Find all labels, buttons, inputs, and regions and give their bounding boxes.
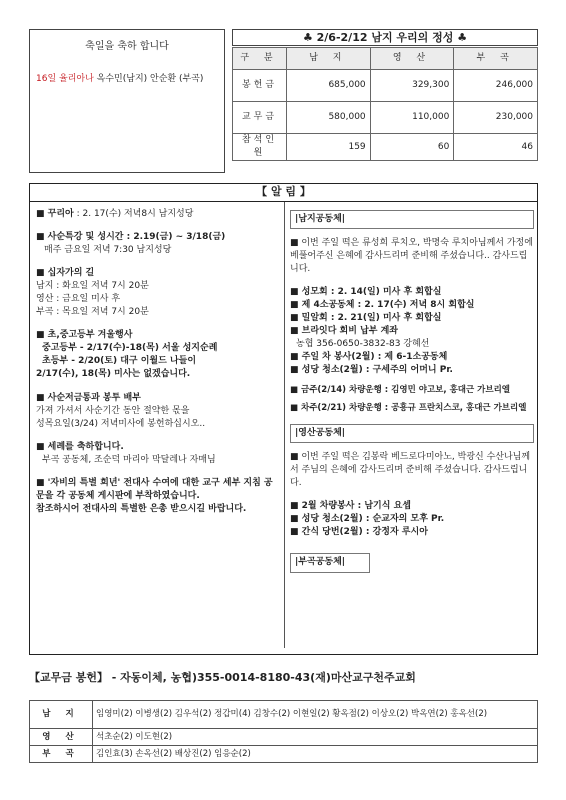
namji-item: ■ 성모회 : 2. 14(일) 미사 후 회합실: [290, 287, 442, 298]
notice-header: 【 알 림 】: [30, 184, 537, 202]
namji-item: 농협 356-0650-3832-83 강혜선: [296, 339, 430, 350]
namji-intro: ■ 이번 주일 떡은 류성희 루치오, 박명숙 루치아님께서 가정에 베풀어주신 은혜에 감사드리며 준비해 주셨습니다.. 감사드립니다.: [290, 238, 533, 275]
notice-item-title: ■ 사순특강 및 성시간 : 2.19(금) ~ 3/18(금): [36, 232, 226, 243]
tithe-bank-info: 【교무금 봉헌】 - 자동이체, 농협)355-0014-8180-43(재)마산교구천주교회: [29, 671, 416, 684]
yeongsan-community-header: |영산공동체|: [290, 424, 534, 443]
namji-items: [290, 286, 534, 414]
offering-col-header: 구 분: [233, 48, 287, 70]
namji-item: ■ 밀알회 : 2. 21(일) 미사 후 회합실: [290, 313, 442, 324]
yeongsan-item: ■ 간식 당번(2월) : 강정자 루시아: [290, 527, 428, 538]
offering-col-header: 영 산: [370, 48, 454, 70]
donor-names: 석초순(2) 이도현(2): [93, 729, 538, 746]
notice-item-line: 초등부 - 2/20(토) 대구 이월드 나들이: [42, 356, 197, 367]
offering-cell: 159: [287, 134, 371, 161]
offering-cell: 110,000: [370, 102, 454, 134]
offering-cell: 246,000: [454, 70, 538, 102]
notice-item-line: 성목요일(3/24) 저녁미사에 봉헌하십시오..: [36, 418, 206, 429]
yeongsan-items: [290, 500, 534, 539]
offering-cell: 329,300: [370, 70, 454, 102]
offering-col-header: 남 지: [287, 48, 371, 70]
notice-item-title: ■ 꾸리아: [36, 209, 74, 219]
notice-item-title: ■ 사순저금통과 봉투 배부: [36, 392, 141, 403]
yeongsan-intro: ■ 이번 주일 떡은 김봉락 베드로다미아노, 박광신 수산나님께서 주님의 은혜에 감사드리며 준비해 주셨습니다. 감사드립니다.: [290, 452, 531, 489]
notice-item-line: 가져 가셔서 사순기간 동안 절약한 몫을: [36, 405, 190, 416]
namji-item: ■ 제 4소공동체 : 2. 17(수) 저녁 8시 회합실: [290, 300, 475, 311]
donor-row-label: 영 산: [30, 729, 93, 746]
notice-item-line: 2/17(수), 18(목) 미사는 없겠습니다.: [36, 369, 191, 380]
namji-item: ■ 성당 청소(2월) : 구세주의 어머니 Pr.: [290, 365, 453, 376]
feast-day-title: 축일을 축하 합니다: [85, 41, 169, 52]
feast-day-body: [36, 73, 218, 87]
offering-row-label: 교무금: [233, 102, 287, 134]
notice-item-title: ■ '자비의 특별 희년' 전대사 수여에 대한 교구 세부 지침 공문을 각 공동체 게시판에 부착하였습니다.: [36, 477, 273, 501]
notice-item: [36, 231, 280, 257]
offering-cell: 46: [454, 134, 538, 161]
notice-item-line: : 2. 17(수) 저녁8시 남지성당: [76, 209, 194, 219]
bugok-community-header: |부곡공동체|: [290, 553, 370, 572]
notice-item-line: 남지 : 화요일 저녁 7시 20분: [36, 281, 149, 292]
notice-item-line: 참조하시어 전대사의 특별한 은총 받으시길 바랍니다.: [36, 503, 247, 514]
offering-row-label: 봉헌금: [233, 70, 287, 102]
offering-grid: [232, 47, 538, 161]
namji-item: ■ 주일 차 봉사(2월) : 제 6-1소공동체: [290, 352, 448, 363]
notice-left-column: [36, 208, 280, 526]
feast-day-date: 16일 율리아나: [36, 73, 94, 84]
donor-table: [29, 700, 538, 763]
offering-col-header: 부 곡: [454, 48, 538, 70]
feast-day-names: 옥수민(남지) 안순환 (부곡): [96, 73, 204, 84]
namji-item: ■ 브라잇다 회비 납부 계좌: [290, 326, 398, 337]
donor-names: 임영미(2) 이병생(2) 김우석(2) 정갑미(4) 김창수(2) 이현일(2) 황옥점(2) 이상오(2) 박옥연(2) 홍옥선(2): [93, 701, 538, 729]
notice-item-line: 중고등부 - 2/17(수)-18(목) 서울 성지순례: [42, 343, 218, 354]
notice-item-line: 매주 금요일 저녁 7:30 남지성당: [44, 245, 172, 256]
notice-item-line: 부곡 공동체, 조순덕 마리아 막달레나 자매님: [42, 454, 216, 465]
notice-item: [36, 392, 280, 431]
donor-row-label: 남 지: [30, 701, 93, 729]
offering-cell: 230,000: [454, 102, 538, 134]
yeongsan-item: ■ 성당 청소(2월) : 순교자의 모후 Pr.: [290, 514, 445, 525]
offering-cell: 685,000: [287, 70, 371, 102]
notice-item: [36, 329, 280, 381]
offering-cell: 580,000: [287, 102, 371, 134]
feast-day-box: [29, 29, 225, 173]
notice-item: [36, 267, 280, 319]
notice-item-title: ■ 초,중고등부 겨울행사: [36, 330, 133, 341]
notice-item-line: 영산 : 금요일 미사 후: [36, 294, 121, 305]
donor-names: 김인효(3) 손옥선(2) 배상진(2) 임응순(2): [93, 746, 538, 763]
offering-title: ♣ 2/6-2/12 남지 우리의 정성 ♣: [232, 29, 538, 46]
column-divider: [284, 202, 285, 648]
namji-item: ■ 차주(2/21) 차량운행 : 공흥규 프란치스코, 홍대근 가브리엘: [290, 402, 527, 413]
offering-row-label: 참석인원: [233, 134, 287, 161]
notice-item: [36, 477, 280, 516]
notice-item: [36, 208, 280, 221]
notice-item: [36, 441, 280, 467]
notice-right-column: [290, 208, 534, 581]
notice-item-title: ■ 십자가의 길: [36, 268, 95, 279]
offering-table: [232, 29, 538, 175]
namji-item: ■ 금주(2/14) 차량운행 : 김영민 야고보, 홍대근 가브리엘: [290, 384, 511, 395]
donor-row-label: 부 곡: [30, 746, 93, 763]
notice-board: [29, 183, 538, 655]
yeongsan-item: ■ 2월 차량봉사 : 남기식 요셉: [290, 501, 411, 512]
namji-community-header: |남지공동체|: [290, 210, 534, 229]
notice-item-line: 부곡 : 목요일 저녁 7시 20분: [36, 307, 149, 318]
notice-item-title: ■ 세례를 축하합니다.: [36, 441, 124, 452]
offering-cell: 60: [370, 134, 454, 161]
